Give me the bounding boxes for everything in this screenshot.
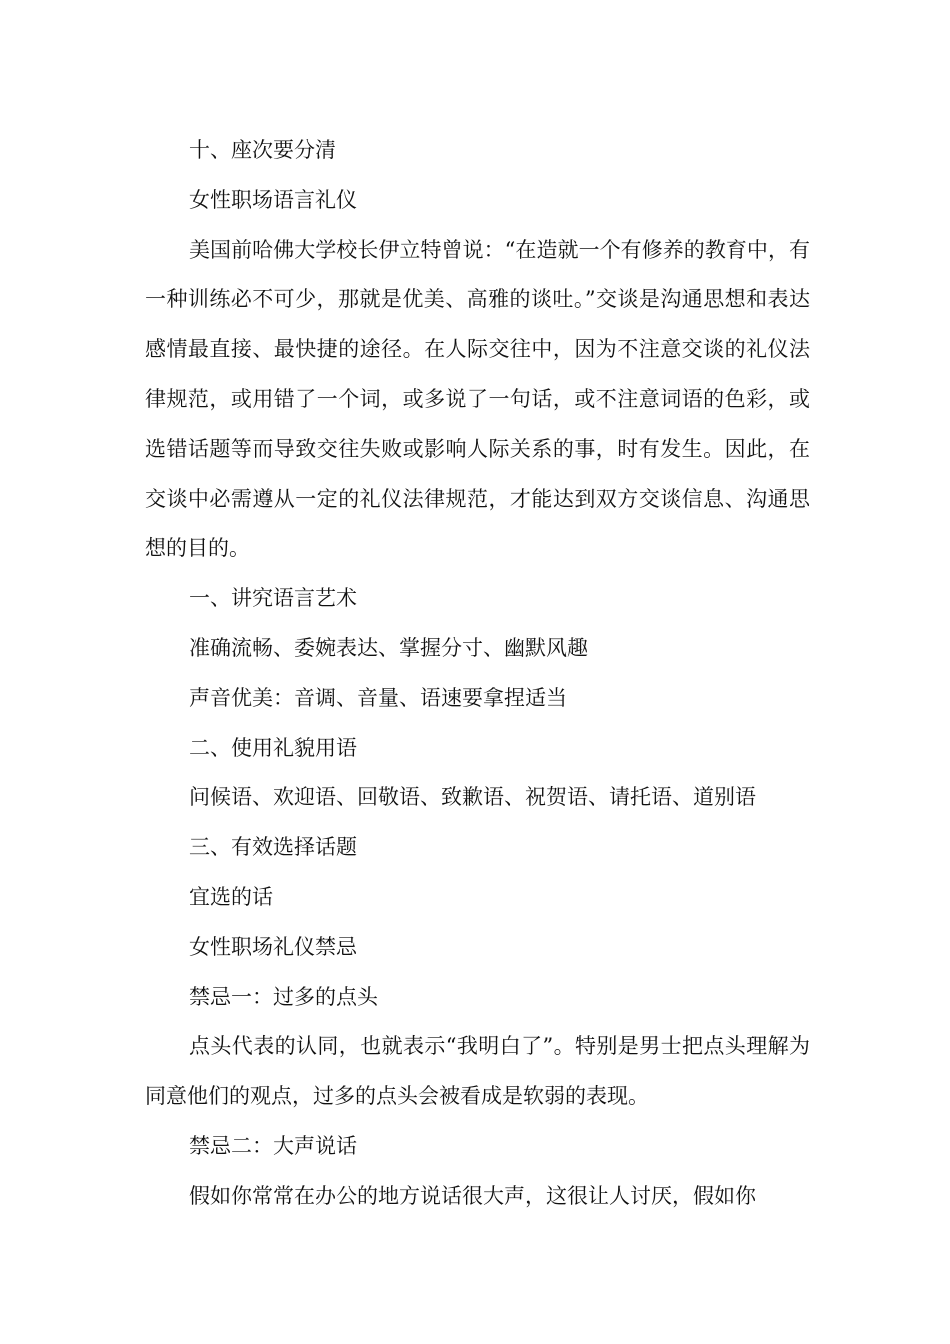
heading-taboo-two: 禁忌二：大声说话 <box>189 1133 357 1158</box>
heading-female-workplace-taboos: 女性职场礼仪禁忌 <box>189 934 357 959</box>
heading-taboo-one: 禁忌一：过多的点头 <box>189 984 378 1009</box>
text-suitable-topics: 宜选的话 <box>189 884 273 909</box>
text-polite-language-list: 问候语、欢迎语、回敬语、致歉语、祝贺语、请托语、道别语 <box>189 785 756 810</box>
text-language-art-points: 准确流畅、委婉表达、掌握分寸、幽默风趣 <box>189 635 588 660</box>
paragraph-taboo-two: 假如你常常在办公的地方说话很大声，这很让人讨厌，假如你 <box>189 1183 756 1208</box>
heading-female-workplace-language-etiquette: 女性职场语言礼仪 <box>189 187 357 212</box>
heading-choose-topics: 三、有效选择话题 <box>189 835 357 860</box>
heading-language-art: 一、讲究语言艺术 <box>189 586 357 611</box>
document-body <box>145 126 810 1222</box>
heading-polite-language: 二、使用礼貌用语 <box>189 735 357 760</box>
paragraph-taboo-one: 点头代表的认同，也就表示“我明白了”。特别是男士把点头理解为同意他们的观点，过多的点头会被看成是软弱的表现。 <box>145 1034 810 1109</box>
heading-seating-order: 十、座次要分清 <box>189 138 336 162</box>
paragraph-conversation-intro: 美国前哈佛大学校长伊立特曾说：“在造就一个有修养的教育中，有一种训练必不可少，那就是优美、高雅的谈吐。”交谈是沟通思想和表达感情最直接、最快捷的途径。在人际交往中，因为不注意交谈的礼仪法律规范，或用错了一个词，或多说了一句话，或不注意词语的色彩，或选错话题等而导致交往失败或影响人际关系的事，时有发生。因此，在交谈中必需遵从一定的礼仪法律规范，才能达到双方交谈信息、沟通思想的目的。 <box>145 237 810 561</box>
text-voice-points: 声音优美：音调、音量、语速要拿捏适当 <box>189 685 567 710</box>
